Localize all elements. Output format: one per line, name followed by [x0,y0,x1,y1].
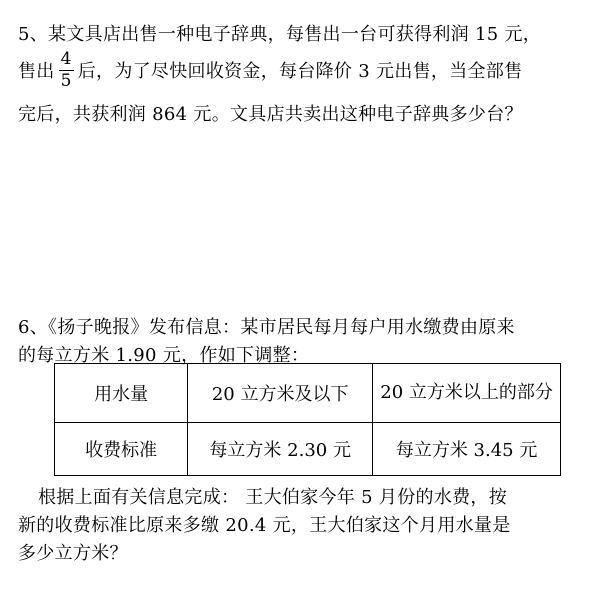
table-header-cell: 20 立方米以上的部分 [373,364,561,423]
fraction [59,48,74,91]
table-cell: 收费标准 [55,423,188,476]
q6-after-line-3: 多少立方米？ [18,543,128,564]
q6-line-2: 的每立方米 1.90 元，作如下调整： [18,345,310,366]
q5-line-3: 完后，共获利润 864 元。文具店共卖出这种电子辞典多少台？ [18,104,523,125]
water-fee-table [54,363,561,476]
fraction-denominator: 5 [60,70,72,91]
table-row [55,364,561,423]
q6-after-line-2: 新的收费标准比原来多缴 20.4 元，王大伯家这个月用水量是 [18,515,511,536]
q5-line-2-post: 后，为了尽快回收资金，每台降价 3 元出售，当全部售 [77,61,523,82]
q6-after-line-1: 根据上面有关信息完成： 王大伯家今年 5 月份的水费，按 [38,487,508,508]
q5-line-1: 5、某文具店出售一种电子辞典，每售出一台可获得利润 15 元， [18,24,542,45]
q5-line-2 [18,48,522,92]
table-cell: 每立方米 3.45 元 [373,423,561,476]
q5-line-2-pre: 售出 [18,61,55,82]
table-header-cell: 20 立方米及以下 [188,364,373,423]
q6-line-1: 6、《扬子晚报》发布信息：某市居民每月每户用水缴费由原来 [18,317,515,338]
table-header-cell: 用水量 [55,364,188,423]
table-row [55,423,561,476]
table-cell: 每立方米 2.30 元 [188,423,373,476]
fraction-numerator: 4 [60,48,72,69]
